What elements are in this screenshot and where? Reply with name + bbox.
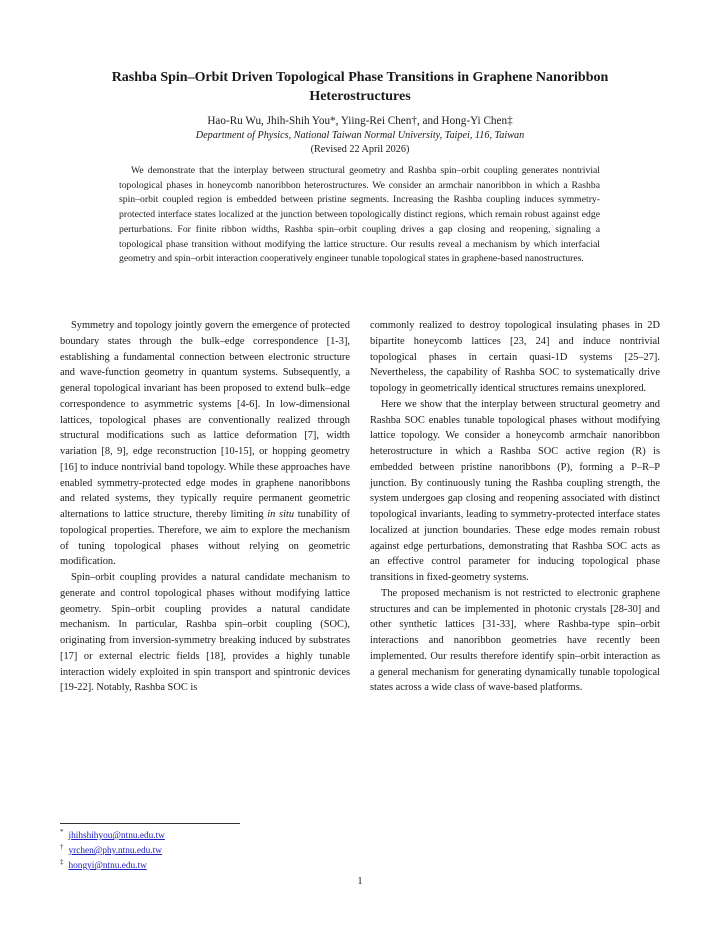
footnote-divider [60, 823, 240, 824]
revision-date: (Revised 22 April 2026) [310, 144, 410, 155]
paper-title: Rashba Spin–Orbit Driven Topological Phase Transitions in Graphene Nanoribbon Heterostructures [111, 70, 609, 104]
footnote-mark: ‡ [60, 857, 64, 866]
paragraph-text: tunability of topological properties. Therefore, we aim to explore the mechanism of tuning topological phases without relying on geometric modification. [60, 509, 350, 568]
body-paragraph: Here we show that the interplay between structural geometry and Rashba SOC enables tunable topological phases without modifying lattice topology. We consider a honeycomb armchair nanoribbon heterostructure in which a Rashba SOC active region (R) is embedded between pristine nanoribbons (P), forming a P–R–P junction. By continuously tuning the Rashba coupling strength, the system undergoes gap closing and reopening associated with distinct topological invariants, leading to symmetry-protected interface states localized at junction boundaries. These edge modes remain robust against edge perturbations, demonstrating that Rashba SOC acts as an effective control parameter for inducing topological phase transitions in fixed-geometry systems. [370, 398, 660, 583]
body-paragraph: The proposed mechanism is not restricted to electronic graphene structures and can be implemented in photonic crystals [28-30] and other synthetic lattices [31-33], where Rashba-type spin–orbit interactions and nanoribbon geometries have recently been implemented. Our results therefore identify spin–orbit interaction as a general mechanism for generating dynamically tunable topological states across a wide class of wave-based platforms. [370, 587, 660, 694]
footnote-mark: * [60, 827, 64, 836]
footnote [60, 844, 360, 859]
email-link[interactable]: hongyi@ntnu.edu.tw [68, 861, 147, 871]
email-link[interactable]: jhihshihyou@ntnu.edu.tw [68, 831, 165, 841]
body-paragraph: Spin–orbit coupling provides a natural candidate mechanism to generate and control topological phases without modifying lattice geometry. Spin–orbit coupling provides a natural candidate mechanism. In particular, Rashba spin–orbit coupling (SOC), originating from inversion-symmetry breaking induced by substrates [17] or external electric fields [18], provides a highly tunable interaction widely exploited in spin transport and spintronic devices [19-22]. Notably, Rashba SOC is [60, 572, 350, 694]
affiliation: Department of Physics, National Taiwan Normal University, Taipei, 116, Taiwan [195, 130, 525, 141]
paragraph-text: Symmetry and topology jointly govern the emergence of protected boundary states through the bulk–edge correspondence [1-3], establishing a fundamental connection between electronic structure and wave-function geometry in quantum systems. Subsequently, a general topological invariant has been proposed to extend bulk–edge correspondence to asymmetric systems [4-6]. In low-dimensional lattices, topological phases are conventionally realized through structural modifications such as lattice deformation [7], width variation [8, 9], edge reconstruction [10-15], or hopping geometry [16] to induce nontrivial band topology. While these approaches have enabled symmetry-protected edge modes in graphene nanoribbons and related systems, they typically require permanent geometric alternations to lattice structure, thereby limiting [60, 320, 350, 520]
footnote [60, 859, 360, 874]
footnotes [60, 829, 360, 874]
footnote [60, 829, 360, 844]
page-number: 1 [357, 876, 363, 887]
left-column [60, 318, 350, 696]
right-column [370, 318, 660, 696]
body-paragraph: commonly realized to destroy topological insulating phases in 2D bipartite honeycomb lattices [23, 24] and induce nontrivial topological phases in certain quasi-1D systems [25–27]. Nevertheless, the capability of Rashba SOC to systematically drive topology in geometrically identical structures remains unexplored. [370, 320, 660, 394]
abstract: We demonstrate that the interplay between structural geometry and Rashba spin–orbit coupling generates nontrivial topological phases in honeycomb nanoribbon heterostructures. We consider an armchair nanoribbon in which a Rashba spin–orbit coupled region is embedded between pristine segments. Increasing the Rashba coupling induces symmetry-protected interface states localized at the junction between topologically distinct regions, which remain robust against edge perturbations. For finite ribbon widths, Rashba spin–orbit coupling drives a gap closing and reopening, signaling a topological phase transition without modifying the lattice structure. Our results reveal a mechanism by which interfacial geometry and spin–orbit interaction cooperatively engineer tunable topological states in graphene-based nanostructures. [119, 165, 600, 265]
author-list: Hao-Ru Wu, Jhih-Shih You*, Yiing-Rei Chen†, and Hong-Yi Chen‡ [207, 115, 513, 127]
email-link[interactable]: yrchen@phy.ntnu.edu.tw [68, 846, 162, 856]
footnote-mark: † [60, 842, 64, 851]
body-paragraph [60, 318, 350, 570]
emphasis-text: in situ [267, 509, 295, 520]
